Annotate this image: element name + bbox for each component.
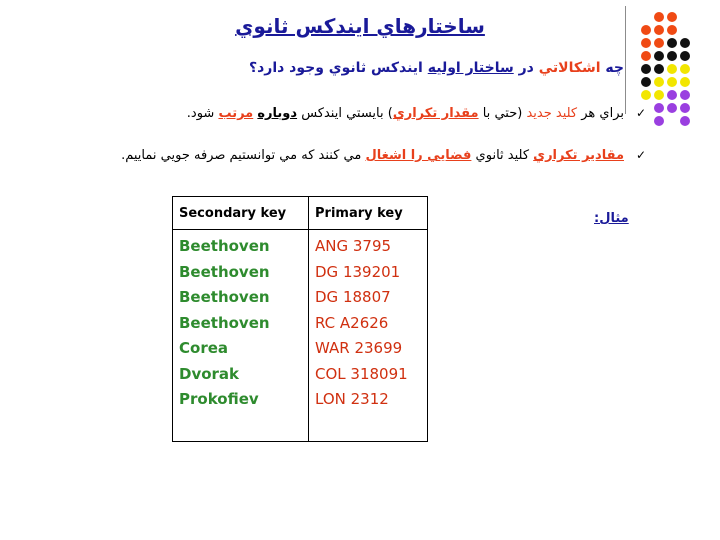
decorative-dot <box>667 51 677 61</box>
question-part-3: در <box>513 60 539 76</box>
decorative-dot <box>654 90 664 100</box>
secondary-key-cell: Beethoven <box>179 262 270 281</box>
decorative-dot <box>680 38 690 48</box>
decorative-dot <box>680 116 690 126</box>
question-line <box>249 60 624 76</box>
secondary-key-cell: Beethoven <box>179 237 270 255</box>
decorative-dot <box>667 103 677 113</box>
bullet-1-text-3: (حتي با <box>478 106 527 121</box>
primary-key-column <box>309 230 428 442</box>
bullet-1-text-5: ) بايستي ايندكس <box>297 106 393 121</box>
check-icon: ✓ <box>635 106 646 120</box>
primary-key-cell: RC A2626 <box>315 313 389 332</box>
secondary-key-column <box>173 230 309 442</box>
decorative-dot <box>654 12 664 22</box>
secondary-key-cell: Corea <box>179 339 229 357</box>
primary-key-cell: COL 318091 <box>315 364 408 383</box>
question-part-5: ايندكس ثانوي وجود دارد؟ <box>248 60 428 76</box>
decorative-dot <box>680 90 690 100</box>
secondary-index-table <box>172 196 428 442</box>
decorative-dot <box>667 90 677 100</box>
secondary-key-cell: Beethoven <box>179 313 270 332</box>
decorative-dot <box>680 51 690 61</box>
divider-line <box>625 6 626 114</box>
decorative-dot <box>641 51 651 61</box>
bullet-1-text-9: شود. <box>186 106 219 121</box>
primary-key-cell: DG 18807 <box>315 288 391 306</box>
decorative-dot <box>667 64 677 74</box>
decorative-dot <box>667 77 677 87</box>
question-highlight-problems: اشكالاتي <box>538 60 601 76</box>
bullet-2-occupy-space: فضايي را اشغال <box>365 148 472 163</box>
bullet-2-text-4: مي كنند كه مي توانستيم صرفه جويي نماييم. <box>121 148 366 163</box>
decorative-dot <box>641 64 651 74</box>
question-part-1: چه <box>600 60 624 76</box>
bullet-1-text-1: براي هر <box>577 106 624 121</box>
bullet-item-reorder <box>186 106 646 121</box>
bullet-2-text-2: كليد ثانوي <box>471 148 534 163</box>
bullet-1-sorted: مرتب <box>218 106 254 121</box>
decorative-dot <box>654 25 664 35</box>
decorative-dot <box>680 64 690 74</box>
decorative-dot <box>641 77 651 87</box>
bullet-1-again: دوباره <box>257 106 298 121</box>
decorative-dot <box>654 51 664 61</box>
example-label: مثال: <box>594 211 629 226</box>
slide-title: ساختارهاي ايندكس ثانوي <box>235 14 485 38</box>
decorative-dot <box>667 38 677 48</box>
decorative-dot <box>654 77 664 87</box>
header-secondary-key: Secondary key <box>173 197 309 230</box>
primary-key-cell: WAR 23699 <box>315 339 403 357</box>
decorative-dot <box>654 64 664 74</box>
secondary-key-cell: Prokofiev <box>179 390 259 408</box>
check-icon: ✓ <box>635 148 646 162</box>
decorative-dot <box>654 38 664 48</box>
header-primary-key: Primary key <box>309 197 428 230</box>
decorative-dot <box>654 116 664 126</box>
decorative-dot <box>641 38 651 48</box>
decorative-dot <box>667 25 677 35</box>
decorative-dot <box>641 90 651 100</box>
primary-key-cell: DG 139201 <box>315 262 401 281</box>
bullet-2-duplicate-values: مقادير تكراري <box>533 148 624 163</box>
bullet-1-duplicate-value: مقدار تكراري <box>392 106 479 121</box>
decorative-dot <box>680 103 690 113</box>
secondary-key-cell: Dvorak <box>179 364 240 383</box>
primary-key-cell: LON 2312 <box>315 390 389 408</box>
secondary-key-cell: Beethoven <box>179 288 270 306</box>
question-highlight-initial-structure: ساختار اوليه <box>427 60 514 76</box>
decorative-dot <box>667 12 677 22</box>
bullet-1-new-key: كليد جديد <box>526 106 578 121</box>
bullet-item-wasted-space <box>121 148 646 163</box>
primary-key-cell: ANG 3795 <box>315 237 392 255</box>
decorative-dot <box>680 77 690 87</box>
decorative-dot <box>654 103 664 113</box>
decorative-dot <box>641 25 651 35</box>
